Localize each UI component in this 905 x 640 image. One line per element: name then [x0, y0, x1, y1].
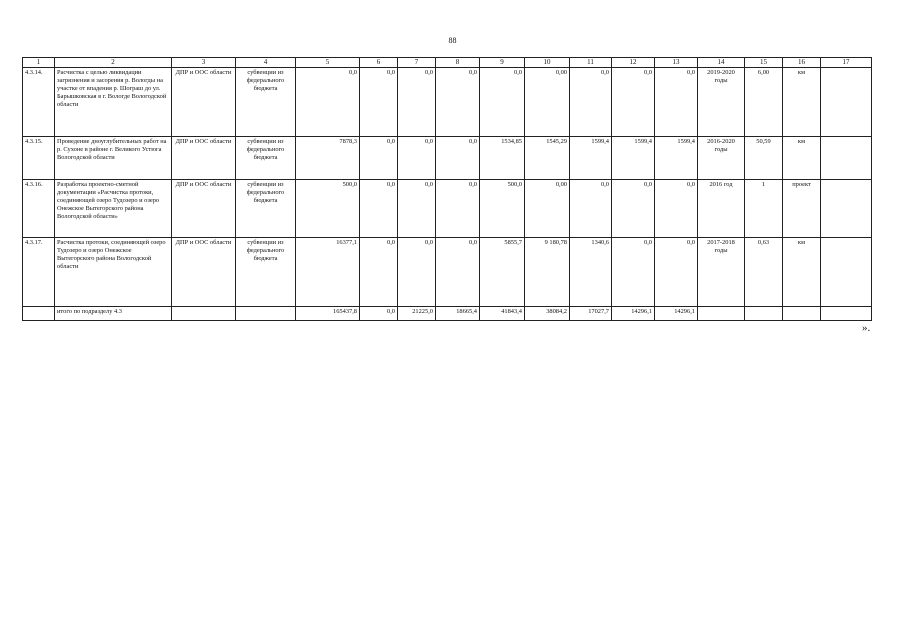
row-value: 0,0 [398, 136, 436, 179]
row-value: 0,0 [360, 237, 398, 306]
total-value: 38084,2 [525, 306, 570, 320]
row-value: 500,0 [296, 179, 360, 237]
column-number: 14 [698, 58, 745, 68]
total-value: 14296,1 [655, 306, 698, 320]
row-code: 4.3.16. [23, 179, 55, 237]
row-value: 0,00 [525, 179, 570, 237]
row-value: 0,0 [436, 179, 480, 237]
row-value: 0,0 [612, 67, 655, 136]
column-number: 5 [296, 58, 360, 68]
row-executor: ДПР и ООС области [172, 67, 236, 136]
column-number: 10 [525, 58, 570, 68]
row-value: 0,0 [360, 179, 398, 237]
column-number: 3 [172, 58, 236, 68]
row-value: 0,0 [398, 179, 436, 237]
row-extra [821, 67, 872, 136]
row-value: 0,0 [360, 67, 398, 136]
column-number: 17 [821, 58, 872, 68]
total-code [23, 306, 55, 320]
row-value: 1599,4 [612, 136, 655, 179]
column-number: 9 [480, 58, 525, 68]
row-value: 0,0 [436, 237, 480, 306]
row-code: 4.3.17. [23, 237, 55, 306]
total-value: 18665,4 [436, 306, 480, 320]
row-value: 0,0 [360, 136, 398, 179]
row-executor: ДПР и ООС области [172, 136, 236, 179]
row-name: Проведение дноуглубительных работ на р. Сухоне в районе г. Великого Устюга Вологодской области [55, 136, 172, 179]
total-value: 0,0 [360, 306, 398, 320]
row-executor: ДПР и ООС области [172, 179, 236, 237]
row-value: 0,0 [655, 67, 698, 136]
page-number: 88 [448, 36, 457, 45]
row-value: 1340,6 [570, 237, 612, 306]
row-unit: км [783, 67, 821, 136]
table-row [23, 237, 872, 306]
row-extra [821, 179, 872, 237]
row-amount: 0,63 [745, 237, 783, 306]
total-value: 41843,4 [480, 306, 525, 320]
row-value: 0,0 [398, 237, 436, 306]
row-value: 7878,3 [296, 136, 360, 179]
total-unit [783, 306, 821, 320]
row-value: 9 180,78 [525, 237, 570, 306]
row-value: 0,0 [612, 237, 655, 306]
column-number: 6 [360, 58, 398, 68]
row-amount: 6,00 [745, 67, 783, 136]
row-unit: проект [783, 179, 821, 237]
total-source [236, 306, 296, 320]
row-years: 2017-2018 годы [698, 237, 745, 306]
column-number: 11 [570, 58, 612, 68]
row-value: 0,0 [480, 67, 525, 136]
row-value: 1545,29 [525, 136, 570, 179]
row-name: Разработка проектно-сметной документации «Расчистка протоки, соединяющей озеро Тудозеро и озеро Онежское Вытегорского района Вологодской области» [55, 179, 172, 237]
row-source: субвенции из федерального бюджета [236, 67, 296, 136]
total-value: 165437,8 [296, 306, 360, 320]
total-extra [821, 306, 872, 320]
row-source: субвенции из федерального бюджета [236, 237, 296, 306]
row-value: 0,0 [296, 67, 360, 136]
row-code: 4.3.15. [23, 136, 55, 179]
column-number: 7 [398, 58, 436, 68]
row-unit: км [783, 136, 821, 179]
row-source: субвенции из федерального бюджета [236, 179, 296, 237]
row-amount: 1 [745, 179, 783, 237]
table-row [23, 67, 872, 136]
row-value: 500,0 [480, 179, 525, 237]
column-number: 1 [23, 58, 55, 68]
column-number-row [23, 58, 872, 68]
row-years: 2016 год [698, 179, 745, 237]
closing-quote-mark: ». [862, 322, 871, 334]
table-row [23, 136, 872, 179]
row-value: 0,0 [570, 67, 612, 136]
row-unit: км [783, 237, 821, 306]
row-name: Расчистка протоки, соединяющей озеро Тудозеро и озеро Онежское Вытегорского района Вологодской области [55, 237, 172, 306]
total-value: 17027,7 [570, 306, 612, 320]
column-number: 13 [655, 58, 698, 68]
column-number: 12 [612, 58, 655, 68]
row-value: 0,0 [570, 179, 612, 237]
row-amount: 50,59 [745, 136, 783, 179]
row-value: 0,0 [612, 179, 655, 237]
row-years: 2016-2020 годы [698, 136, 745, 179]
total-years [698, 306, 745, 320]
row-extra [821, 237, 872, 306]
row-code: 4.3.14. [23, 67, 55, 136]
row-extra [821, 136, 872, 179]
total-executor [172, 306, 236, 320]
row-value: 1599,4 [655, 136, 698, 179]
column-number: 15 [745, 58, 783, 68]
column-number: 4 [236, 58, 296, 68]
row-years: 2019-2020 годы [698, 67, 745, 136]
row-value: 5855,7 [480, 237, 525, 306]
column-number: 16 [783, 58, 821, 68]
row-value: 0,0 [436, 67, 480, 136]
row-value: 16377,1 [296, 237, 360, 306]
column-number: 8 [436, 58, 480, 68]
total-amount [745, 306, 783, 320]
program-table [22, 57, 872, 321]
row-value: 0,00 [525, 67, 570, 136]
table-row [23, 179, 872, 237]
total-value: 14296,1 [612, 306, 655, 320]
total-value: 21225,0 [398, 306, 436, 320]
row-value: 1534,85 [480, 136, 525, 179]
row-executor: ДПР и ООС области [172, 237, 236, 306]
column-number: 2 [55, 58, 172, 68]
row-value: 0,0 [398, 67, 436, 136]
row-name: Расчистка с целью ликвидации загрязнения и засорения р. Вологды на участке от впадения р. Шограш до ул. Барышковская в г. Вологде Вологодской области [55, 67, 172, 136]
row-value: 0,0 [655, 237, 698, 306]
row-value: 1599,4 [570, 136, 612, 179]
total-row [23, 306, 872, 320]
total-label: итого по подразделу 4.3 [55, 306, 172, 320]
row-value: 0,0 [436, 136, 480, 179]
row-source: субвенции из федерального бюджета [236, 136, 296, 179]
row-value: 0,0 [655, 179, 698, 237]
